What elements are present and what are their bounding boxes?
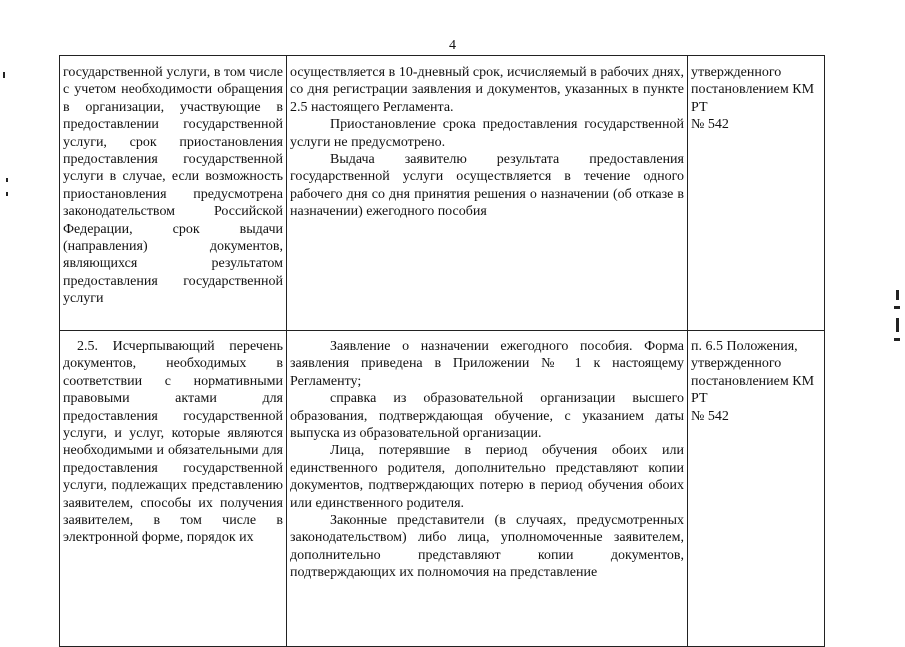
row-1-service-aspect: государственной услуги, в том числе с учетом необходимости обращения в организации, участвующие в предоставлении государственной услуги, срок приостановления предоставления государственной услуги в случае, если возможность приостановления предусмотрена законодательством Российской Федерации, срок выдачи (направления) документов, являющихся результатом предоставления государственной услуги [60, 56, 287, 331]
row-1-paragraph-1: осуществляется в 10-дневный срок, исчисляемый в рабочих днях, со дня регистрации заявления и документов, указанных в пункте 2.5 настоящего Регламента. [290, 65, 684, 115]
row-2-basis-line-3: постановлением КМ РТ [691, 373, 815, 407]
row-2-basis-line-4: № 542 [691, 408, 729, 424]
row-1-basis-line-2: постановлением КМ РТ [691, 82, 815, 115]
scan-mark [894, 338, 900, 341]
row-1-paragraph-3: Выдача заявителю результата предоставления государственной услуги осуществляется в течение одного рабочего дня со дня принятия решения о назначении (об отказе в назначении) ежегодного пособия [290, 152, 684, 220]
row-2-paragraph-1: Заявление о назначении ежегодного пособия. Форма заявления приведена в Приложении № 1 к настоящему Регламенту; [290, 339, 684, 389]
row-1-basis-line-3: № 542 [691, 117, 729, 133]
row-2-basis-line-1: п. 6.5 Положения, [691, 339, 798, 354]
row-2-service-aspect: 2.5. Исчерпывающий перечень документов, необходимых в соответствии с нормативными правовыми актами для предоставления государственной услуги, и услуг, которые являются необходимыми и обязательными для предоставления государственной услуги, подлежащих представлению заявителем, способы их получения заявителем, в том числе в электронной форме, порядок их [60, 331, 287, 647]
scan-mark [896, 318, 899, 332]
scan-mark [6, 192, 8, 196]
row-1-legal-basis [688, 56, 825, 331]
row-2-paragraph-3: Лица, потерявшие в период обучения обоих или единственного родителя, дополнительно представляют копии документов, подтверждающих потерю в период обучения обоих или единственного родителя. [290, 443, 684, 511]
row-1-description [287, 56, 688, 331]
page-number: 4 [449, 38, 456, 53]
row-2-paragraph-2: справка из образовательной организации высшего образования, подтверждающая обучение, с указанием даты выпуска из образовательной организации. [290, 391, 684, 442]
row-1-basis-line-1: утвержденного [691, 65, 782, 80]
row-2-paragraph-4: Законные представители (в случаях, предусмотренных законодательством) либо лица, уполномоченные заявителем, дополнительно представляют копии документов, подтверждающих их полномочия на представление [290, 513, 684, 581]
scan-mark [894, 306, 900, 309]
row-2-basis-line-2: утвержденного [691, 356, 782, 372]
row-2-description [287, 331, 688, 647]
scan-mark [896, 290, 899, 300]
row-1-paragraph-2: Приостановление срока предоставления государственной услуги не предусмотрено. [290, 117, 684, 150]
scan-mark [6, 178, 8, 182]
row-2-legal-basis [688, 331, 825, 647]
scan-mark [3, 72, 5, 78]
table-row [60, 56, 825, 331]
table-row [60, 331, 825, 647]
regulation-table [59, 55, 825, 647]
